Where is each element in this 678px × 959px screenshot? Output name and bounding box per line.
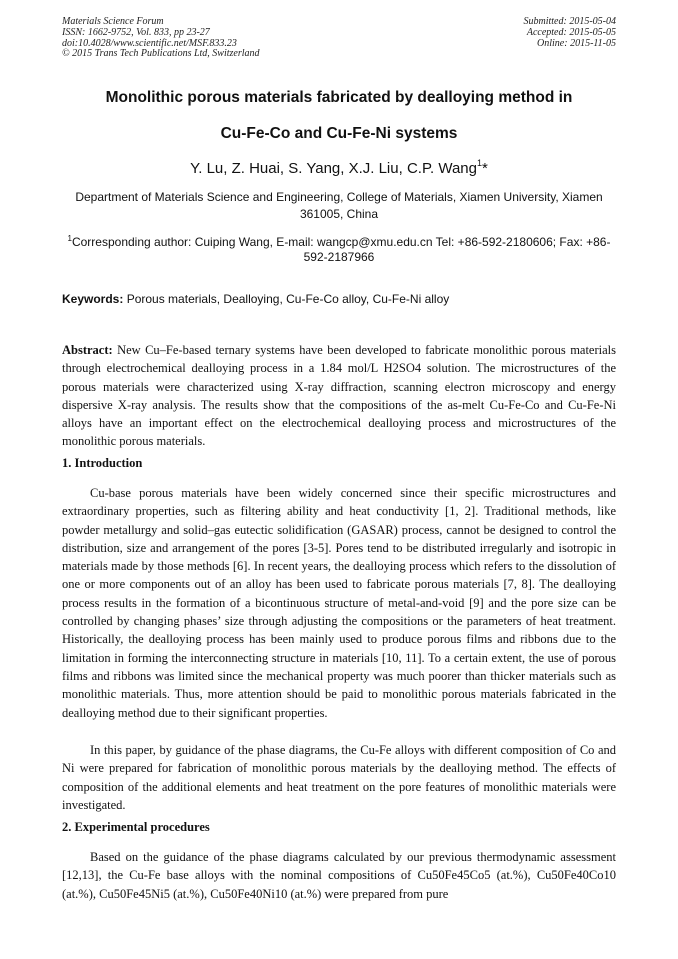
date-online: Online: 2015-11-05 (537, 37, 616, 49)
keywords-label: Keywords: (62, 292, 124, 306)
intro-paragraph-2: In this paper, by guidance of the phase diagrams, the Cu-Fe alloys with different composition of Co and Ni were prepared for fabrication of monolithic porous materials by the dealloying method. The effects of composition of the additional elements and heat treatment on the pore features of monolithic materials were investigated. (62, 743, 616, 812)
section-heading-introduction: 1. Introduction (62, 456, 143, 470)
date-submitted: Submitted: 2015-05-04 (523, 16, 616, 27)
journal-name: Materials Science Forum (62, 16, 164, 27)
abstract-text: New Cu–Fe-based ternary systems have been developed to fabricate monolithic porous materials through electrochemical dealloying process in a 1.84 mol/L H2SO4 solution. The microstructures of the porous materials were characterized using X-ray diffraction, scanning electron microscopy and energy dispersive X-ray analysis. The results show that the compositions of the as-melt Cu-Fe-Co and Cu-Fe-Ni alloys have an important effect on the electrochemical dealloying process and microstructures of the monolithic porous materials. (62, 343, 617, 449)
affiliation: Department of Materials Science and Engineering, College of Materials, Xiamen University, Xiamen 361005, China (75, 190, 603, 221)
corresponding-author (62, 231, 616, 265)
corresponding-mark: * (482, 160, 488, 177)
section-heading-experimental: 2. Experimental procedures (62, 820, 210, 834)
keywords-text: Porous materials, Dealloying, Cu-Fe-Co alloy, Cu-Fe-Ni alloy (126, 292, 450, 306)
corresponding-superscript: 1 (67, 234, 72, 243)
keywords (62, 292, 616, 306)
paper-title (40, 89, 638, 143)
journal-copyright: © 2015 Trans Tech Publications Ltd, Switzerland (62, 48, 260, 60)
experimental-paragraph-1: Based on the guidance of the phase diagrams calculated by our previous thermodynamic assessment [12,13], the Cu-Fe base alloys with the nominal compositions of Cu50Fe45Co5 (at.%), Cu50Fe40Co10 (at.%), Cu50Fe45Ni5 (at.%), Cu50Fe40Ni10 (at.%) were prepared from pure (62, 850, 616, 901)
author-list (40, 159, 638, 177)
journal-issn: ISSN: 1662-9752, Vol. 833, pp 23-27 (62, 26, 210, 38)
publication-dates-header (524, 17, 617, 49)
author-names: Y. Lu, Z. Huai, S. Yang, X.J. Liu, C.P. Wang (190, 160, 477, 177)
abstract-label: Abstract: (62, 343, 113, 357)
date-accepted: Accepted: 2015-05-05 (526, 26, 616, 38)
title-line-2: Cu-Fe-Co and Cu-Fe-Ni systems (220, 125, 458, 142)
title-line-1: Monolithic porous materials fabricated by dealloying method in (105, 89, 573, 106)
intro-paragraph-1: Cu-base porous materials have been widely concerned since their specific microstructures and extraordinary properties, such as filtering ability and heat conductivity [1, 2]. Traditional methods, like powder metallurgy and solid–gas eutectic solidification (GASAR) process, cannot be designed to control the distribution, size and arrangement of the pores [3-5]. Pores tend to be distributed irregularly and isotropic in materials made by those methods [6]. In recent years, the dealloying process which refers to the dissolution of one or more components out of an alloy has been used to fabricate porous materials [7, 8]. The dealloying process results in the formation of a bicontinuous structure of metal-and-void [9] and the pore size can be controlled by changing phases’ size through adjusting the compositions or the parameters of heat treatment. Historically, the dealloying process has been mainly used to produce porous films and ribbons due to the limitation in forming the interconnecting structure in materials [10, 11]. To a certain extent, the use of porous films and ribbons was limited since the mechanical property was much poorer than thicker materials such as monolithic materials. Thus, more attention should be paid to monolithic porous materials fabricated in the dealloying method due to their significant properties. (62, 486, 616, 720)
author-affiliation-mark: 1 (476, 158, 482, 168)
journal-info-header (62, 17, 260, 60)
corresponding-text: Corresponding author: Cuiping Wang, E-mail: wangcp@xmu.edu.cn Tel: +86-592-2180606; Fax: +86-592-2187966 (71, 235, 611, 264)
abstract (62, 341, 616, 451)
journal-doi: doi:10.4028/www.scientific.net/MSF.833.23 (62, 37, 237, 49)
